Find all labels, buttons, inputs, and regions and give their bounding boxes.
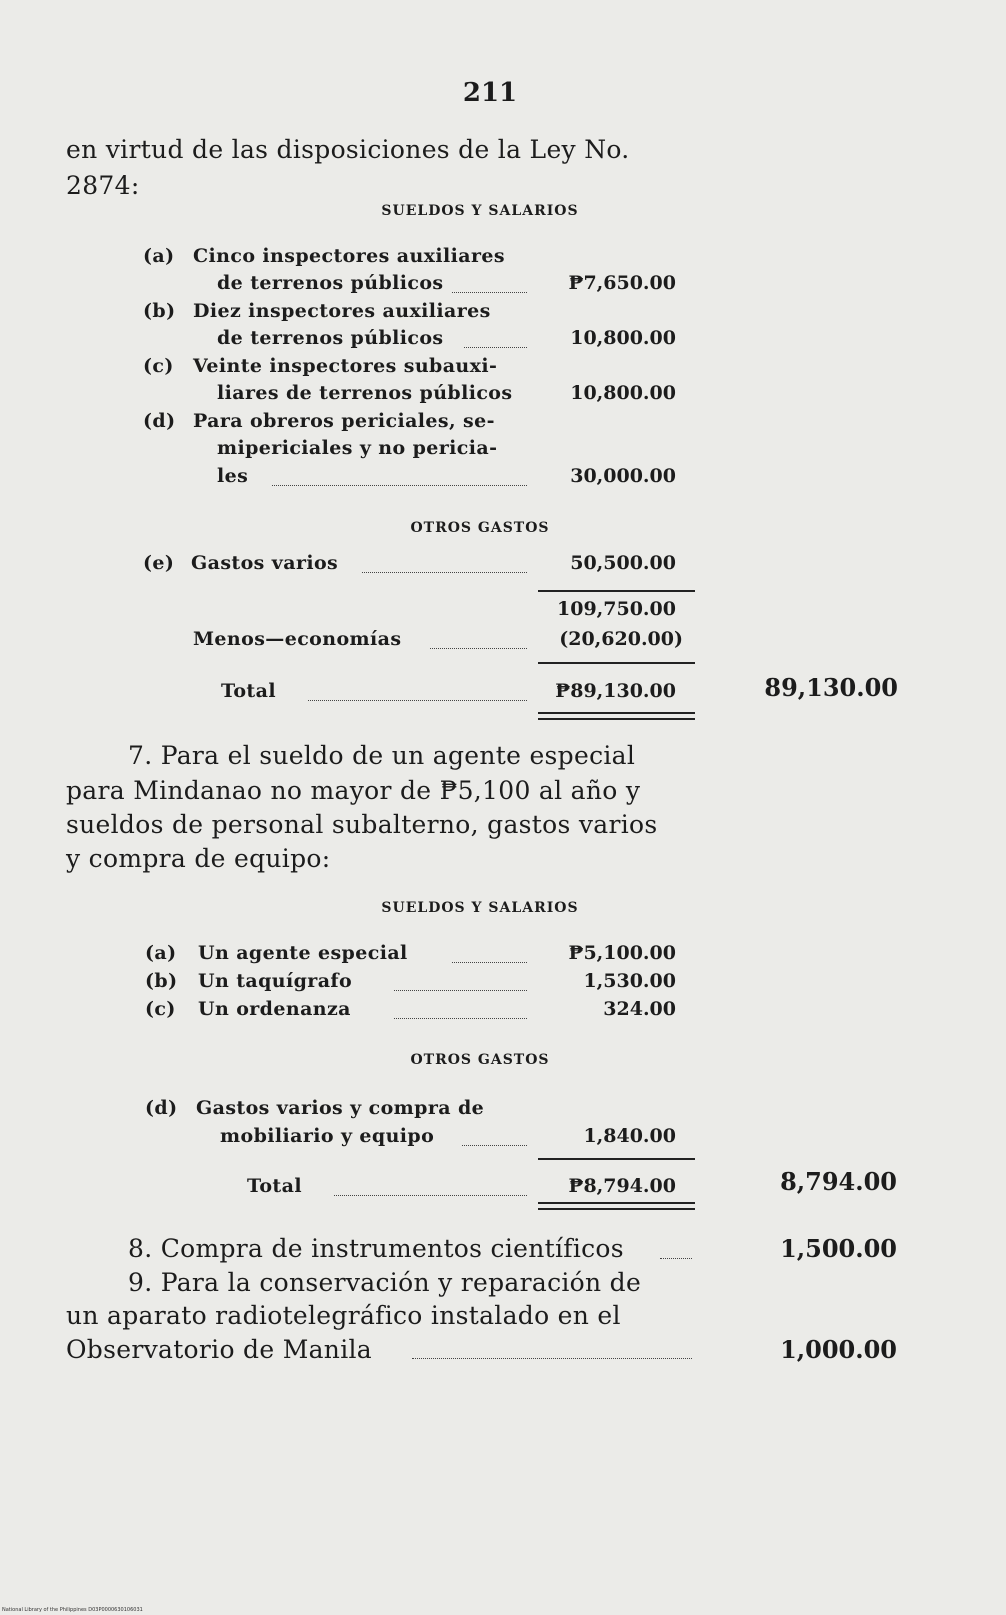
double-rule [538,712,695,720]
s1-item-c-line1: Veinte inspectores subauxi- [193,355,498,377]
s1-menos-amount: (20,620.00) [559,628,683,650]
s2-item-d-line2: mobiliario y equipo [220,1125,435,1147]
section1-heading-sueldos: SUELDOS Y SALARIOS [381,203,579,219]
para7-line1: 7. Para el sueldo de un agente especial [128,741,636,770]
footer-watermark: National Library of the Philippines D03P0000630106031 [2,1607,143,1613]
s1-item-e-line1: Gastos varios [191,552,339,574]
s2-item-c-amount: 324.00 [603,998,676,1020]
s1-item-c-amount: 10,800.00 [570,382,676,404]
section2-heading-sueldos: SUELDOS Y SALARIOS [381,900,579,916]
intro-line-1: en virtud de las disposiciones de la Ley No. [66,135,630,164]
para9-line2: un aparato radiotelegráfico instalado en el [66,1301,621,1330]
s2-item-b-amount: 1,530.00 [583,970,676,992]
s2-item-a-label: (a) [145,942,177,964]
para9-amount: 1,000.00 [780,1335,897,1364]
s1-item-a-line2: de terrenos públicos [217,272,444,294]
section2-heading-otros: OTROS GASTOS [410,1052,550,1068]
s2-item-b-label: (b) [145,970,178,992]
s1-item-b-line1: Diez inspectores auxiliares [193,300,491,322]
para9-line1: 9. Para la conservación y reparación de [128,1268,642,1297]
s2-item-c-label: (c) [145,998,176,1020]
s2-item-d-label: (d) [145,1097,178,1119]
s1-item-b-line2: de terrenos públicos [217,327,444,349]
s1-item-d-line3: les [217,465,249,487]
s1-item-c-label: (c) [143,355,174,377]
s2-item-d-line1: Gastos varios y compra de [196,1097,485,1119]
s1-item-d-label: (d) [143,410,176,432]
para8-amount: 1,500.00 [780,1234,897,1263]
s2-item-b-line1: Un taquígrafo [198,970,353,992]
s1-total-right: 89,130.00 [764,673,898,702]
para7-line2: para Mindanao no mayor de ₱5,100 al año y [66,776,641,805]
page-number: 211 [462,78,518,108]
s1-item-d-line1: Para obreros periciales, se- [193,410,495,432]
s2-total-right: 8,794.00 [780,1167,897,1196]
s1-item-a-amount: ₱7,650.00 [568,272,676,294]
s1-item-d-amount: 30,000.00 [570,465,676,487]
s2-total-label: Total [247,1175,302,1197]
double-rule [538,1202,695,1210]
s1-menos-label: Menos—economías [193,628,402,650]
dot-leader [412,1358,692,1359]
s1-item-b-amount: 10,800.00 [570,327,676,349]
sum-rule [538,662,695,664]
s2-item-a-line1: Un agente especial [198,942,408,964]
dot-leader [272,485,527,486]
s1-item-b-label: (b) [143,300,176,322]
s1-subtotal: 109,750.00 [557,598,676,620]
s1-item-e-label: (e) [143,552,175,574]
sum-rule [538,1158,695,1160]
para7-line4: y compra de equipo: [66,844,331,873]
s1-item-c-line2: liares de terrenos públicos [217,382,513,404]
s1-item-a-label: (a) [143,245,175,267]
s1-total-amount: ₱89,130.00 [555,680,676,702]
s2-item-d-amount: 1,840.00 [583,1125,676,1147]
para9-line3: Observatorio de Manila [66,1335,372,1364]
s2-total-amount: ₱8,794.00 [568,1175,676,1197]
dot-leader [308,700,527,701]
intro-line-2: 2874: [66,171,140,200]
s2-item-a-amount: ₱5,100.00 [568,942,676,964]
s1-total-label: Total [221,680,276,702]
para7-line3: sueldos de personal subalterno, gastos varios [66,810,658,839]
section1-heading-otros: OTROS GASTOS [410,520,550,536]
s2-item-c-line1: Un ordenanza [198,998,351,1020]
sum-rule [538,590,695,592]
s1-item-a-line1: Cinco inspectores auxiliares [193,245,505,267]
s1-item-e-amount: 50,500.00 [570,552,676,574]
para8-text: 8. Compra de instrumentos científicos [128,1234,624,1263]
s1-item-d-line2: mipericiales y no pericia- [217,437,498,459]
